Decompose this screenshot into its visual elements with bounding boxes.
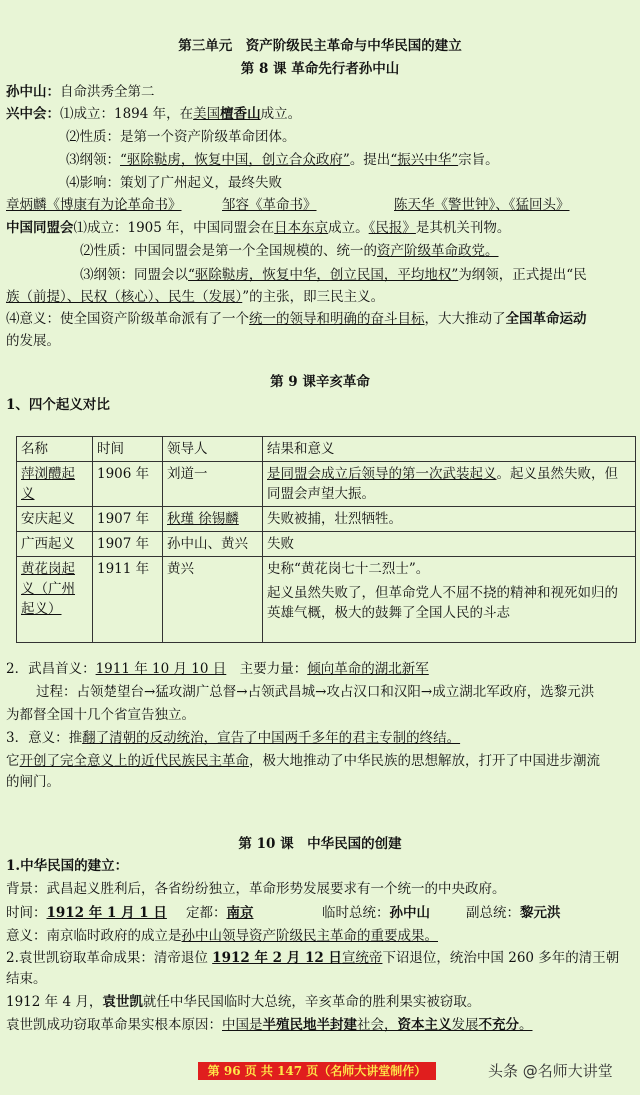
- authors-line: [6, 195, 634, 215]
- tmh-text: ⑵性质：中国同盟会是第一个全国规模的、统一的: [80, 243, 377, 259]
- yuan-text: 就任中华民国临时大总统，辛亥革命的胜利果实被窃取。: [142, 994, 481, 1010]
- cell-leader: 秋瑾 徐锡麟: [163, 507, 263, 532]
- tmh-goal: 统一的领导和明确的奋斗目标: [249, 311, 425, 327]
- author-zhang: 章炳麟《博康有为论革命书》: [6, 197, 182, 213]
- col-header-leader: 领导人: [163, 437, 263, 462]
- roc-label: 时间：: [6, 905, 47, 921]
- lesson9-sec1: 1、四个起义对比: [6, 397, 110, 413]
- sun-text: 自命洪秀全第二: [60, 84, 155, 100]
- result-line: 起义虽然失败了，但革命党人不屈不挠的精神和视死如归的英雄气概，极大的鼓舞了全国人民的斗志: [267, 585, 618, 621]
- xzh-line1: [6, 104, 634, 124]
- xzh-text: 。提出: [349, 152, 391, 168]
- significance-line1: [6, 728, 634, 748]
- tmh-text: 是其机关刊物。: [415, 220, 511, 236]
- tmh-program: “驱除鞑虏，恢复中华，创立民国，平均地权”: [188, 267, 459, 283]
- roc-text: 意义：南京临时政府的成立是: [6, 928, 182, 944]
- col-header-name: 名称: [17, 437, 93, 462]
- xzh-program: “驱除鞑虏，恢复中国，创立合众政府”: [120, 152, 350, 168]
- result-text: 。起义虽然失败，但同盟会声望大振。: [267, 466, 618, 502]
- wuchang-line: [6, 659, 634, 679]
- yuan-text: 下诏退位，统治中国 260 多年的清王朝: [382, 950, 620, 966]
- tmh-text: ，大大推动了: [424, 311, 506, 327]
- tmh-line3b: [6, 287, 634, 307]
- tmh-minbao: 《民报》: [368, 220, 416, 236]
- tmh-text: ⑶纲领：同盟会以: [80, 267, 188, 283]
- xzh-honolulu: 檀香山: [220, 106, 261, 122]
- roc-meaning: [6, 926, 634, 946]
- yuan-text: 1912 年 4 月，: [6, 994, 103, 1010]
- yuan-reason: 社会，: [357, 1017, 398, 1033]
- cell-result: 失败: [263, 532, 636, 557]
- col-header-result: 结果和意义: [263, 437, 636, 462]
- lesson10-title: 第 10 课 中华民国的创建: [238, 836, 402, 852]
- sig-text: 3．意义：推: [6, 730, 83, 746]
- yuan-reason-bold: 不充分: [478, 1017, 519, 1033]
- tmh-line1: [6, 218, 634, 238]
- xzh-text: ⑴成立：1894 年，在: [60, 106, 194, 122]
- xzh-text: ⑶纲领：: [66, 152, 120, 168]
- table-row: [17, 507, 636, 532]
- tmh-line5: 的发展。: [6, 333, 60, 349]
- xzh-slogan: “振兴中华”: [390, 152, 459, 168]
- cell-time: 1907 年: [93, 532, 163, 557]
- cell-time: 1911 年: [93, 557, 163, 643]
- cell-result: 失败被捕，壮烈牺牲。: [263, 507, 636, 532]
- tmh-text: ⑷意义：使全国资产阶级革命派有了一个: [6, 311, 249, 327]
- cell-result: [263, 462, 636, 507]
- sig-underlined: 翻了清朝的反动统治，宣告了中国两千多年的君主专制的终结。: [82, 730, 461, 746]
- cell-time: 1907 年: [93, 507, 163, 532]
- xzh-line2: ⑵性质：是第一个资产阶级革命团体。: [66, 129, 296, 145]
- cell-result: [263, 557, 636, 643]
- roc-president: 孙中山: [389, 905, 430, 921]
- roc-capital: 南京: [226, 905, 254, 921]
- wuchang-process2: 为都督全国十几个省宣告独立。: [6, 707, 195, 723]
- tmh-line3: [80, 265, 634, 285]
- roc-facts-line: [6, 903, 634, 923]
- xzh-text: 成立。: [260, 106, 302, 122]
- wc-date: 1911 年 10 月 10 日: [95, 661, 227, 677]
- sig-text: ，极大地推动了中华民族的思想解放，打开了中国进步潮流: [249, 753, 600, 769]
- cell-time: 1906 年: [93, 462, 163, 507]
- yuan-reason-bold: 资本主义: [397, 1017, 452, 1033]
- roc-label: 副总统：: [466, 905, 520, 921]
- table-row: [17, 557, 636, 643]
- wc-text: 主要力量：: [226, 661, 308, 677]
- yuan-line2: 结束。: [6, 971, 47, 987]
- sun-line: [6, 82, 634, 102]
- significance-line3: 的闸门。: [6, 774, 60, 790]
- author-zou: 邹容《革命书》: [222, 197, 317, 213]
- significance-line2: [6, 751, 634, 771]
- tmh-line2: [80, 241, 634, 261]
- roc-vice-president: 黎元洪: [520, 905, 561, 921]
- roc-label: 定都：: [186, 905, 227, 921]
- yuan-name: 袁世凯: [102, 994, 143, 1010]
- cell-name: 黄花岗起义（广州起义）: [17, 557, 93, 643]
- xzh-line3: [66, 150, 634, 170]
- tmh-text: ”的主张，即三民主义。: [242, 289, 385, 305]
- unit-title: 第三单元 资产阶级民主革命与中华民国的建立: [178, 38, 462, 54]
- author-chen: 陈天华《警世钟》、《猛回头》: [394, 197, 570, 213]
- col-header-time: 时间: [93, 437, 163, 462]
- sig-underlined: 开创了完全意义上的近代民族民主革命: [19, 753, 249, 769]
- lesson8-title: 第 8 课 革命先行者孙中山: [240, 61, 400, 77]
- yuan-reason-bold: 半殖民地半封建: [262, 1017, 357, 1033]
- wc-force: 倾向革命的湖北新军: [307, 661, 429, 677]
- yuan-text: 袁世凯成功窃取革命果实根本原因：: [6, 1017, 222, 1033]
- page-footer: 第 96 页 共 147 页（名师大讲堂制作）: [198, 1062, 436, 1080]
- tmh-nature: 资产阶级革命政党。: [377, 243, 499, 259]
- cell-leader: 刘道一: [163, 462, 263, 507]
- tmh-text: 为纲领，正式提出“民: [458, 267, 587, 283]
- sig-text: 它: [6, 753, 20, 769]
- cell-leader: 孙中山、黄兴: [163, 532, 263, 557]
- roc-date: 1912 年 1 月 1 日: [46, 905, 167, 921]
- yuan-line3: [6, 992, 634, 1012]
- xzh-label: 兴中会：: [6, 106, 60, 122]
- tmh-three-principles: 族（前提）、民权（核心）、民生（发展）: [6, 289, 243, 305]
- cell-name: 广西起义: [17, 532, 93, 557]
- wuchang-process: 过程：占领楚望台→猛攻湖广总督→占领武昌城→攻占汉口和汉阳→成立湖北军政府，选黎元洪: [36, 684, 595, 700]
- roc-label: 临时总统：: [322, 905, 390, 921]
- yuan-reason: 发展: [451, 1017, 479, 1033]
- result-line: 史称“黄花岗七十二烈士”。: [267, 561, 430, 577]
- roc-background: 背景：武昌起义胜利后，各省纷纷独立，革命形势发展要求有一个统一的中央政府。: [6, 881, 506, 897]
- sun-label: 孙中山：: [6, 84, 60, 100]
- yuan-date: 1912 年 2 月 12 日: [212, 950, 342, 966]
- table-row: [17, 462, 636, 507]
- table-row: [17, 532, 636, 557]
- cell-leader: 黄兴: [163, 557, 263, 643]
- tmh-movement: 全国革命运动: [505, 311, 587, 327]
- yuan-line4: [6, 1015, 634, 1035]
- yuan-reason: 。: [519, 1017, 533, 1033]
- yuan-reason: 中国是: [222, 1017, 263, 1033]
- tmh-text: 成立。: [328, 220, 369, 236]
- tmh-label: 中国同盟会: [6, 220, 74, 236]
- lesson9-title: 第 9 课辛亥革命: [270, 374, 370, 390]
- result-underlined: 是同盟会成立后领导的第一次武装起义: [267, 466, 497, 482]
- roc-meaning-underlined: 孙中山领导资产阶级民主革命的重要成果。: [181, 928, 438, 944]
- cell-name: 安庆起义: [17, 507, 93, 532]
- table-header-row: [17, 437, 636, 462]
- xzh-usa: 美国: [193, 106, 221, 122]
- xzh-line4: ⑷影响：策划了广州起义，最终失败: [66, 175, 282, 191]
- xzh-text: 宗旨。: [458, 152, 499, 168]
- yuan-line1: [6, 948, 634, 968]
- watermark: 头条 @名师大讲堂: [488, 1062, 613, 1080]
- uprising-table: [16, 436, 636, 643]
- yuan-emperor: 宣统帝: [341, 950, 383, 966]
- lesson10-sec1: 1.中华民国的建立：: [6, 858, 129, 874]
- wc-text: 2．武昌首义：: [6, 661, 96, 677]
- tmh-text: ⑴成立：1905 年，中国同盟会在: [73, 220, 275, 236]
- yuan-text: 2.袁世凯窃取革命成果：清帝退位: [6, 950, 213, 966]
- tmh-line4: [6, 309, 634, 329]
- tmh-tokyo: 日本东京: [274, 220, 329, 236]
- cell-name: 萍浏醴起义: [17, 462, 93, 507]
